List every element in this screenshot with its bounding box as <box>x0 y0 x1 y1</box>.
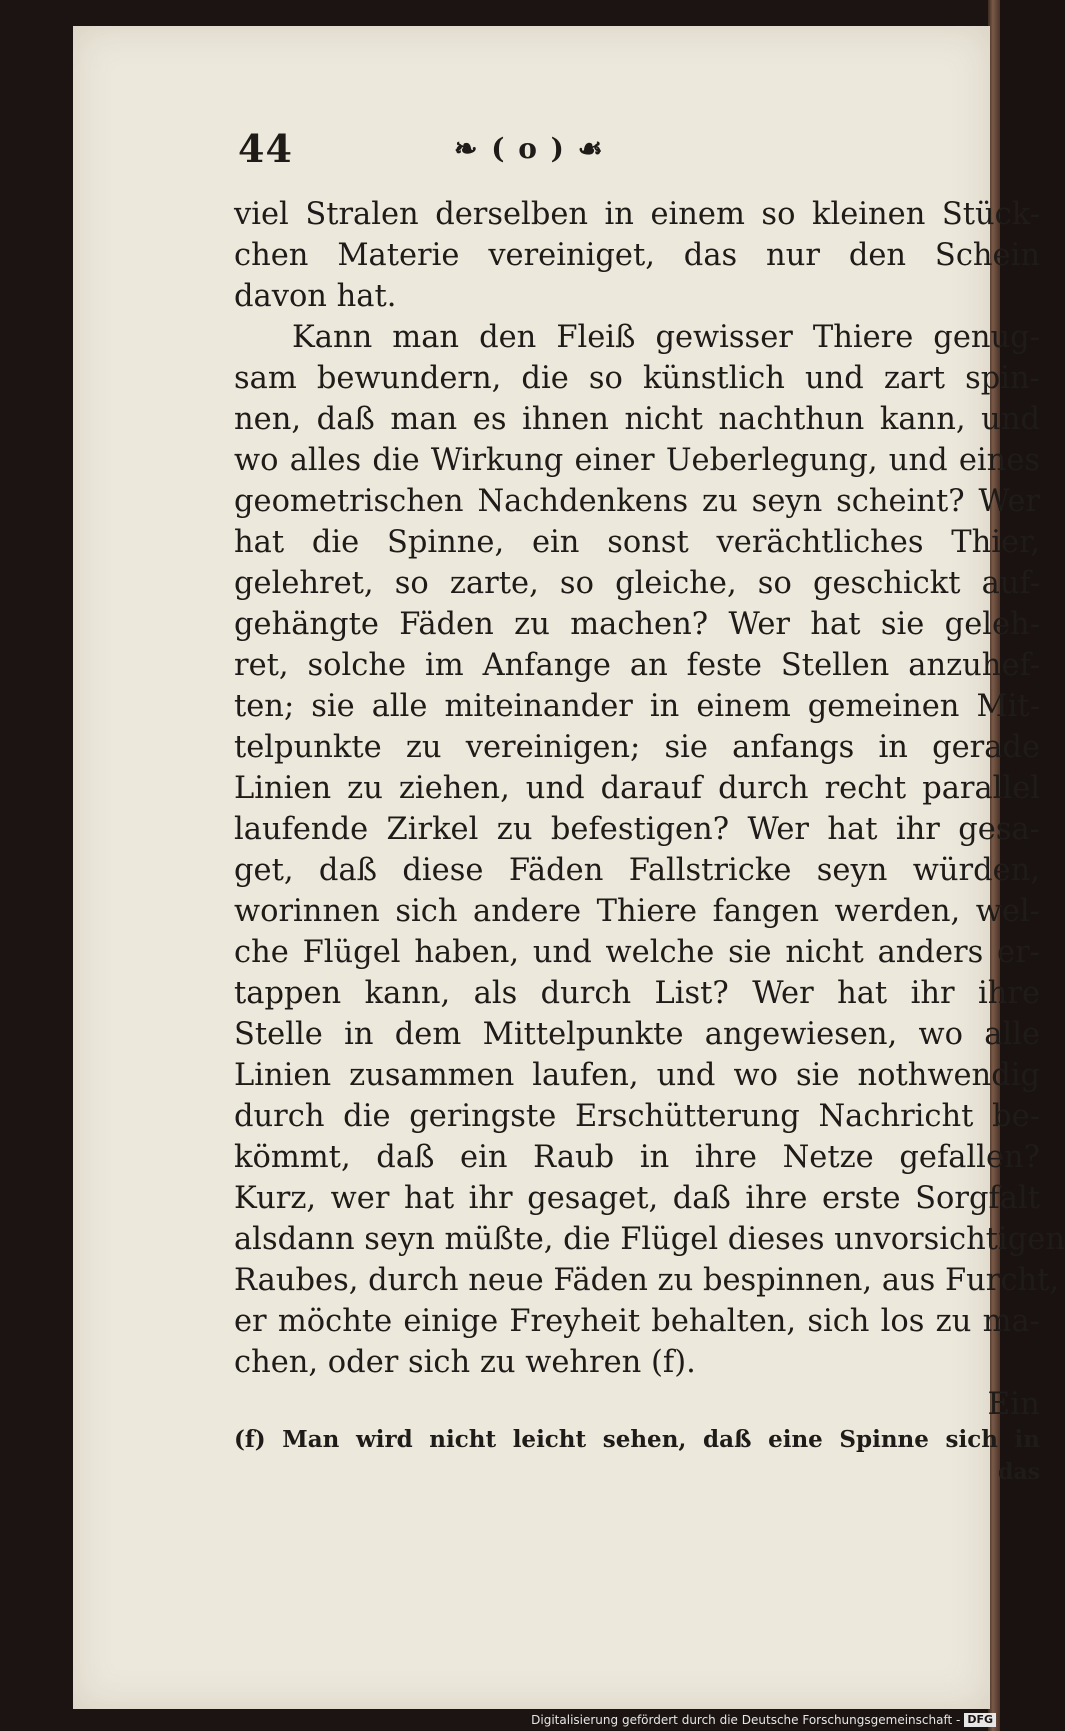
page-header <box>234 126 1040 171</box>
text-line: ten; sie alle miteinander in einem gemeinen Mit- <box>234 689 1040 724</box>
text-line: durch die geringste Erschütterung Nachricht be- <box>234 1099 1040 1134</box>
text-line: Linien zusammen laufen, und wo sie nothwendig <box>234 1058 1040 1093</box>
text-line: sam bewundern, die so künstlich und zart spin- <box>234 361 1040 396</box>
text-line: kömmt, daß ein Raub in ihre Netze gefallen? <box>234 1140 1040 1175</box>
footnote <box>234 1423 1040 1457</box>
text-line: Stelle in dem Mittelpunkte angewiesen, wo alle <box>234 1017 1040 1052</box>
footnote-continuation: das <box>997 1459 1040 1485</box>
text-line: Kann man den Fleiß gewisser Thiere genug- <box>292 320 1040 355</box>
page-content <box>234 126 1065 1487</box>
text-line: telpunkte zu vereinigen; sie anfangs in gerade <box>234 730 1040 765</box>
footnote-line: (f) Man wird nicht leicht sehen, daß eine Spinne sich in <box>234 1426 1040 1453</box>
text-line: Raubes, durch neue Fäden zu bespinnen, aus Furcht, <box>234 1263 1060 1298</box>
book-page <box>73 26 1065 1709</box>
text-line: laufende Zirkel zu befestigen? Wer hat ihr gesa- <box>234 812 1040 847</box>
catchword: Ein <box>987 1386 1040 1422</box>
text-line: Kurz, wer hat ihr gesaget, daß ihre erste Sorgfalt <box>234 1181 1040 1216</box>
text-line: nen, daß man es ihnen nicht nachthun kann, und <box>234 402 1040 437</box>
text-line: er möchte einige Freyheit behalten, sich los zu ma- <box>234 1304 1040 1339</box>
text-line: wo alles die Wirkung einer Ueberlegung, und eines <box>234 443 1040 478</box>
text-line: gelehret, so zarte, so gleiche, so geschickt auf- <box>234 566 1040 601</box>
text-line: Linien zu ziehen, und darauf durch recht parallel <box>234 771 1040 806</box>
text-line: gehängte Fäden zu machen? Wer hat sie geleh- <box>234 607 1040 642</box>
credit-text: Digitalisierung gefördert durch die Deutsche Forschungsgemeinschaft - <box>531 1712 961 1727</box>
digitization-credit <box>531 1713 996 1728</box>
text-line: get, daß diese Fäden Fallstricke seyn würden, <box>234 853 1040 888</box>
text-line: chen, oder sich zu wehren (f). <box>234 1345 696 1380</box>
body-text <box>234 194 1065 1383</box>
text-line: viel Stralen derselben in einem so kleinen Stück- <box>234 197 1040 232</box>
page-number: 44 <box>238 126 293 171</box>
header-ornament: ❧ ( o ) ☙ <box>454 132 605 165</box>
text-line: che Flügel haben, und welche sie nicht anders er- <box>234 935 1040 970</box>
text-line: alsdann seyn müßte, die Flügel dieses unvorsichtigen <box>234 1222 1065 1257</box>
text-line: davon hat. <box>234 279 397 314</box>
text-line: hat die Spinne, ein sonst verächtliches Thier, <box>234 525 1040 560</box>
text-line: ret, solche im Anfange an feste Stellen anzuhef- <box>234 648 1040 683</box>
dfg-logo: DFG <box>964 1713 996 1727</box>
text-line: chen Materie vereiniget, das nur den Schein <box>234 238 1040 273</box>
text-line: geometrischen Nachdenkens zu seyn scheint? Wer <box>234 484 1040 519</box>
text-line: worinnen sich andere Thiere fangen werden, wel- <box>234 894 1040 929</box>
text-line: tappen kann, als durch List? Wer hat ihr ihre <box>234 976 1040 1011</box>
